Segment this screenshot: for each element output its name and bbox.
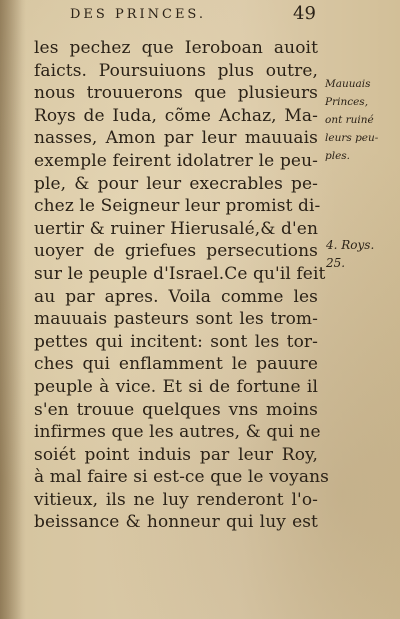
margin-note — [325, 75, 378, 165]
text-line: à mal faire si est-ce que le voyans — [34, 467, 329, 488]
margin-note-line: Mauuais — [325, 78, 371, 90]
text-line: soiét point induis par leur Roy, — [34, 444, 318, 465]
text-line: chez le Seigneur leur promist di- — [34, 196, 321, 217]
margin-reference — [326, 236, 374, 272]
text-line: au par apres. Voila comme les — [34, 286, 318, 307]
margin-reference-line: 4. Roys. — [326, 238, 375, 252]
gutter-shadow — [0, 0, 26, 619]
text-line: ple, & pour leur execrables pe- — [34, 173, 318, 194]
running-title: DES PRINCES. — [70, 7, 207, 22]
text-line: mauuais pasteurs sont les trom- — [34, 309, 318, 330]
text-line: exemple feirent idolatrer le peu- — [34, 150, 318, 171]
margin-note-line: leurs peu- — [325, 132, 379, 144]
text-line: infirmes que les autres, & qui ne — [34, 422, 321, 443]
text-line: vitieux, ils ne luy renderont l'o- — [34, 489, 318, 510]
text-line: faicts. Poursuiuons plus outre, — [34, 60, 318, 81]
text-line: s'en trouue quelques vns moins — [34, 399, 318, 420]
page-number: 49 — [293, 3, 316, 24]
text-line: nous trouuerons que plusieurs — [34, 83, 318, 104]
text-line: uertir & ruiner Hierusalé,& d'en — [34, 218, 318, 239]
text-line: sur le peuple d'Israel.Ce qu'il feit — [34, 263, 326, 284]
text-line: nasses, Amon par leur mauuais — [34, 128, 318, 149]
text-line: beissance & honneur qui luy est — [34, 512, 318, 533]
text-line: les pechez que Ieroboan auoit — [34, 38, 318, 58]
margin-note-line: Princes, — [325, 96, 369, 108]
text-line: Roys de Iuda, cõme Achaz, Ma- — [34, 105, 318, 126]
text-line: peuple à vice. Et si de fortune il — [34, 376, 318, 397]
text-line: ches qui enflamment le pauure — [34, 354, 318, 375]
text-line: pettes qui incitent: sont les tor- — [34, 331, 318, 352]
margin-note-line: ont ruiné — [325, 114, 374, 126]
margin-note-line: ples. — [325, 150, 351, 162]
margin-reference-line: 25. — [326, 256, 346, 270]
body-text — [34, 37, 329, 534]
text-line: uoyer de griefues persecutions — [34, 241, 318, 262]
